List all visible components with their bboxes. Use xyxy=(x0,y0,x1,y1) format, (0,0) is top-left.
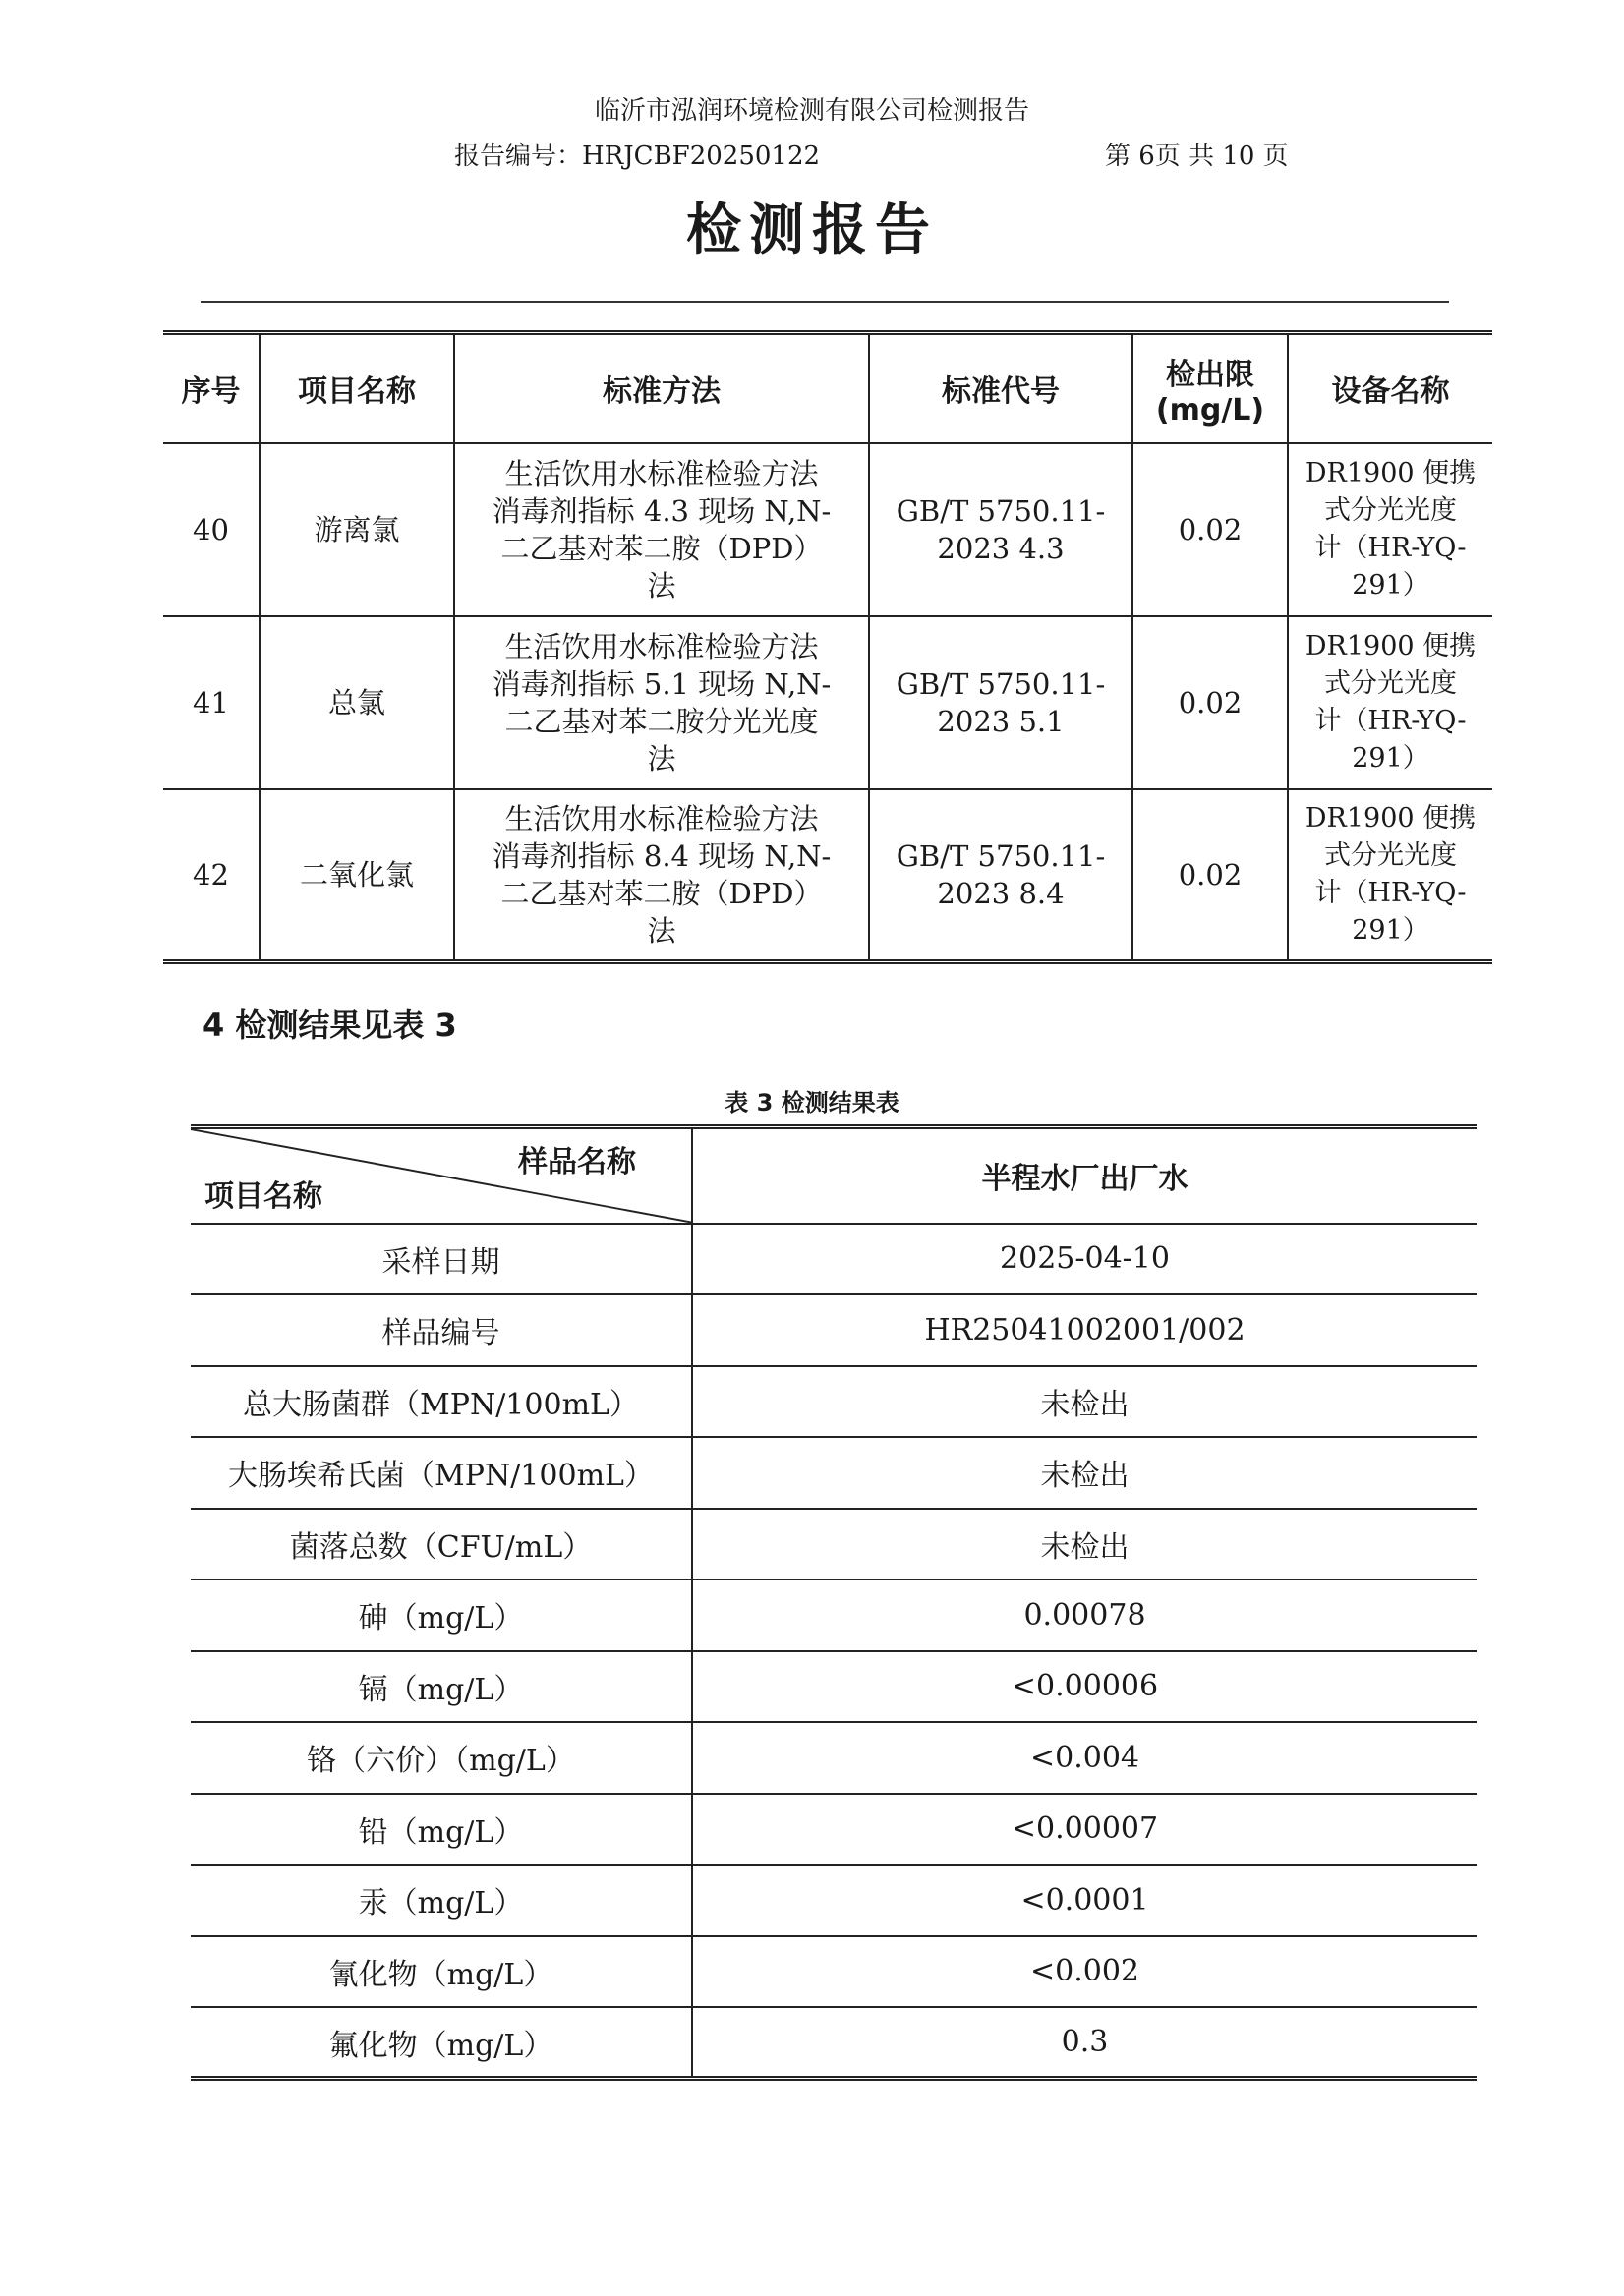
section-heading: 4 检测结果见表 3 xyxy=(203,1006,457,1044)
row-equipment xyxy=(1288,443,1492,616)
results-header-row xyxy=(191,1127,1477,1224)
col-header-no: 序号 xyxy=(163,333,260,443)
row-method xyxy=(454,443,869,616)
row-limit: 0.02 xyxy=(1132,616,1288,789)
table-row xyxy=(163,616,1492,789)
equipment-line: 计（HR-YQ- xyxy=(1314,705,1467,736)
col-header-method: 标准方法 xyxy=(454,333,869,443)
method-line: 二乙基对苯二胺（DPD） xyxy=(500,531,823,565)
results-table xyxy=(191,1124,1477,2081)
result-value: 未检出 xyxy=(692,1509,1477,1580)
result-item: 大肠埃希氏菌（MPN/100mL） xyxy=(191,1437,692,1509)
row-item: 二氧化氯 xyxy=(260,789,454,962)
row-equipment xyxy=(1288,616,1492,789)
result-value: 未检出 xyxy=(692,1437,1477,1509)
result-value: HR25041002001/002 xyxy=(692,1294,1477,1366)
table-row xyxy=(191,1509,1477,1580)
row-method xyxy=(454,616,869,789)
method-line: 生活饮用水标准检验方法 xyxy=(504,456,819,490)
code-line: GB/T 5750.11- xyxy=(896,666,1106,701)
row-limit: 0.02 xyxy=(1132,789,1288,962)
code-line: GB/T 5750.11- xyxy=(896,838,1106,873)
method-line: 消毒剂指标 8.4 现场 N,N- xyxy=(492,838,832,873)
result-item: 砷（mg/L） xyxy=(191,1579,692,1651)
methods-header-row xyxy=(163,333,1492,443)
result-item: 镉（mg/L） xyxy=(191,1651,692,1723)
row-item: 游离氯 xyxy=(260,443,454,616)
method-line: 法 xyxy=(647,741,676,775)
row-item: 总氯 xyxy=(260,616,454,789)
result-value: 未检出 xyxy=(692,1366,1477,1438)
result-item: 采样日期 xyxy=(191,1224,692,1295)
row-code xyxy=(869,616,1132,789)
code-line: 2023 4.3 xyxy=(937,531,1065,565)
method-line: 法 xyxy=(647,568,676,603)
col-header-limit-label: 检出限 xyxy=(1166,357,1254,392)
row-code xyxy=(869,443,1132,616)
result-value: <0.002 xyxy=(692,1936,1477,2008)
col-header-item: 项目名称 xyxy=(260,333,454,443)
method-line: 消毒剂指标 4.3 现场 N,N- xyxy=(492,493,832,528)
result-value: <0.00007 xyxy=(692,1794,1477,1866)
table-row xyxy=(191,1722,1477,1794)
table-row xyxy=(191,1651,1477,1723)
code-line: GB/T 5750.11- xyxy=(896,493,1106,528)
method-line: 二乙基对苯二胺分光光度 xyxy=(504,704,819,738)
code-line: 2023 5.1 xyxy=(937,704,1065,738)
report-number: 报告编号：HRJCBF20250122 xyxy=(454,142,821,171)
diag-sample-label: 样品名称 xyxy=(518,1145,636,1179)
result-item: 汞（mg/L） xyxy=(191,1865,692,1936)
col-header-limit-unit: (mg/L) xyxy=(1155,392,1265,428)
report-title: 检测报告 xyxy=(686,199,938,262)
result-item: 铅（mg/L） xyxy=(191,1794,692,1866)
col-header-limit xyxy=(1132,333,1288,443)
company-header: 临沂市泓润环境检测有限公司检测报告 xyxy=(594,96,1029,126)
equipment-line: DR1900 便携 xyxy=(1305,630,1477,661)
table-row xyxy=(191,1794,1477,1866)
row-method xyxy=(454,789,869,962)
methods-table xyxy=(163,330,1492,964)
method-line: 二乙基对苯二胺（DPD） xyxy=(500,876,823,910)
row-code xyxy=(869,789,1132,962)
equipment-line: 291） xyxy=(1352,569,1429,601)
code-line: 2023 8.4 xyxy=(937,876,1065,910)
title-divider xyxy=(201,301,1449,303)
table-caption: 表 3 检测结果表 xyxy=(725,1089,899,1117)
method-line: 生活饮用水标准检验方法 xyxy=(504,801,819,835)
result-value: 0.3 xyxy=(692,2007,1477,2079)
row-no: 41 xyxy=(163,616,260,789)
result-item: 样品编号 xyxy=(191,1294,692,1366)
table-row xyxy=(191,1865,1477,1936)
method-line: 消毒剂指标 5.1 现场 N,N- xyxy=(492,666,832,701)
table-row xyxy=(191,2007,1477,2079)
table-row xyxy=(191,1936,1477,2008)
method-line: 法 xyxy=(647,913,676,947)
equipment-line: 式分光光度 xyxy=(1324,839,1457,871)
equipment-line: 计（HR-YQ- xyxy=(1314,532,1467,563)
equipment-line: 291） xyxy=(1352,914,1429,946)
equipment-line: DR1900 便携 xyxy=(1305,802,1477,833)
table-row xyxy=(191,1437,1477,1509)
sample-name: 半程水厂出厂水 xyxy=(692,1127,1477,1224)
diag-item-label: 项目名称 xyxy=(204,1178,322,1214)
diagonal-header-cell xyxy=(191,1127,692,1224)
table-row xyxy=(163,443,1492,616)
table-row xyxy=(191,1579,1477,1651)
table-row xyxy=(191,1294,1477,1366)
equipment-line: 式分光光度 xyxy=(1324,667,1457,699)
equipment-line: 式分光光度 xyxy=(1324,494,1457,526)
equipment-line: 291） xyxy=(1352,742,1429,774)
result-item: 氰化物（mg/L） xyxy=(191,1936,692,2008)
method-line: 生活饮用水标准检验方法 xyxy=(504,629,819,663)
result-value: <0.00006 xyxy=(692,1651,1477,1723)
col-header-code: 标准代号 xyxy=(869,333,1132,443)
result-item: 铬（六价）（mg/L） xyxy=(191,1722,692,1794)
result-value: 0.00078 xyxy=(692,1579,1477,1651)
row-no: 42 xyxy=(163,789,260,962)
col-header-equipment: 设备名称 xyxy=(1288,333,1492,443)
page-number: 第 6页 共 10 页 xyxy=(1105,142,1289,171)
equipment-line: 计（HR-YQ- xyxy=(1314,877,1467,908)
result-item: 总大肠菌群（MPN/100mL） xyxy=(191,1366,692,1438)
table-row xyxy=(191,1224,1477,1295)
result-value: <0.004 xyxy=(692,1722,1477,1794)
result-item: 氟化物（mg/L） xyxy=(191,2007,692,2079)
result-value: <0.0001 xyxy=(692,1865,1477,1936)
row-limit: 0.02 xyxy=(1132,443,1288,616)
table-row xyxy=(163,789,1492,962)
row-no: 40 xyxy=(163,443,260,616)
table-row xyxy=(191,1366,1477,1438)
equipment-line: DR1900 便携 xyxy=(1305,457,1477,488)
result-item: 菌落总数（CFU/mL） xyxy=(191,1509,692,1580)
row-equipment xyxy=(1288,789,1492,962)
result-value: 2025-04-10 xyxy=(692,1224,1477,1295)
